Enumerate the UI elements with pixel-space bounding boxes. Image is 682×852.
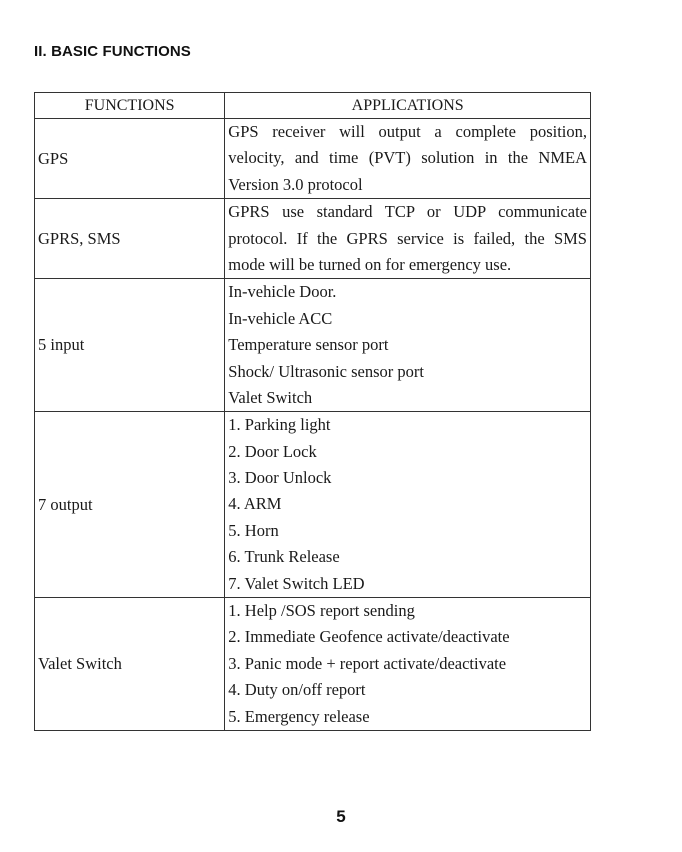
function-cell: 5 input <box>35 279 225 412</box>
application-line: Shock/ Ultrasonic sensor port <box>228 361 424 381</box>
application-line: 7. Valet Switch LED <box>228 573 365 593</box>
function-cell: 7 output <box>35 412 225 598</box>
application-line: GPS receiver will output a complete position, <box>228 122 587 141</box>
application-line: 2. Door Lock <box>228 441 317 461</box>
application-cell <box>225 412 591 598</box>
table-row-gps <box>35 119 591 199</box>
table-header-row <box>35 93 591 119</box>
application-cell <box>225 598 591 731</box>
application-cell <box>225 119 591 199</box>
applications-header: APPLICATIONS <box>225 93 591 119</box>
application-line: 3. Door Unlock <box>228 468 332 488</box>
application-line: velocity, and time (PVT) solution in the NMEA <box>228 148 587 168</box>
table-row-gprs-sms <box>35 199 591 279</box>
table-row-7-output <box>35 412 591 598</box>
application-line: Temperature sensor port <box>228 335 389 355</box>
application-line: GPRS use standard TCP or UDP communicate <box>228 202 587 222</box>
application-line: In-vehicle ACC <box>228 308 333 328</box>
functions-header: FUNCTIONS <box>35 93 225 119</box>
function-cell: Valet Switch <box>35 598 225 731</box>
application-line: 3. Panic mode + report activate/deactivate <box>228 653 507 673</box>
function-cell: GPRS, SMS <box>35 199 225 279</box>
application-line: 1. Parking light <box>228 415 331 435</box>
application-line: 6. Trunk Release <box>228 547 340 567</box>
application-line: 4. ARM <box>228 494 282 514</box>
application-line: 1. Help /SOS report sending <box>228 601 415 621</box>
table-row-valet-switch <box>35 598 591 731</box>
application-line: 4. Duty on/off report <box>228 680 366 700</box>
application-line: 2. Immediate Geofence activate/deactivate <box>228 627 510 647</box>
table-row-5-input <box>35 279 591 412</box>
application-line: In-vehicle Door. <box>228 282 337 302</box>
functions-table <box>34 92 591 731</box>
application-line: Valet Switch <box>228 387 313 407</box>
application-cell <box>225 279 591 412</box>
application-line: Version 3.0 protocol <box>228 174 363 194</box>
application-cell <box>225 199 591 279</box>
application-line: protocol. If the GPRS service is failed, the SMS <box>228 228 587 248</box>
function-cell: GPS <box>35 119 225 199</box>
application-line: mode will be turned on for emergency use. <box>228 254 512 274</box>
application-line: 5. Emergency release <box>228 706 370 726</box>
page-number: 5 <box>336 807 346 826</box>
section-title: II. BASIC FUNCTIONS <box>34 43 191 60</box>
application-line: 5. Horn <box>228 520 279 540</box>
